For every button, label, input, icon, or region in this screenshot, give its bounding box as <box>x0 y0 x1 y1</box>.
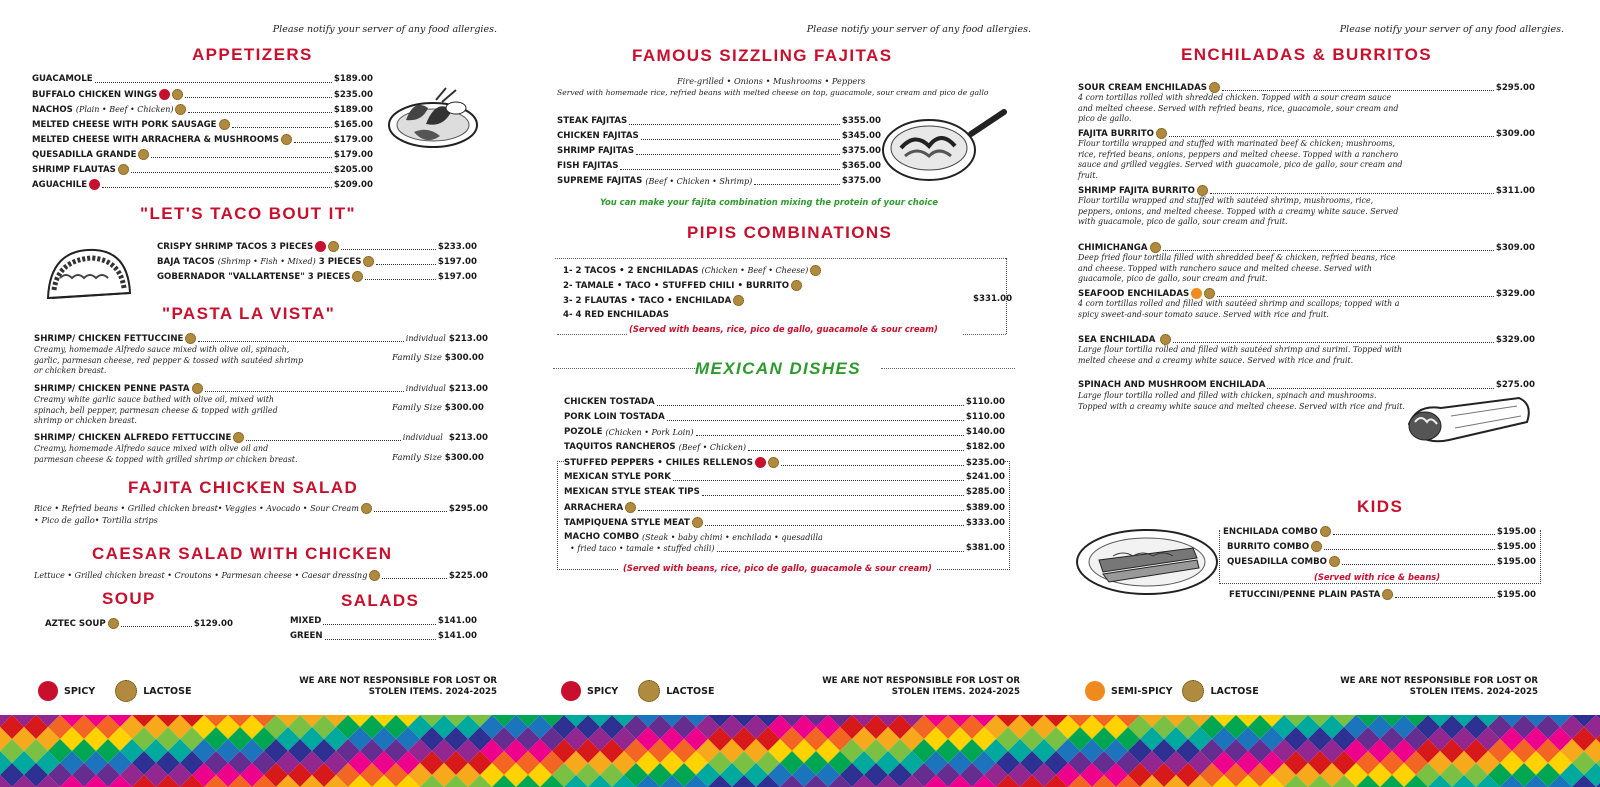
menu-item: CHIMICHANGA $309.00 <box>1078 242 1535 253</box>
menu-item: SHRIMP FAJITAS $375.00 <box>557 146 881 156</box>
menu-item: CRISPY SHRIMP TACOS 3 PIECES $233.00 <box>157 241 477 252</box>
menu-item: SUPREME FAJITAS (Beef • Chicken • Shrimp) $375.00 <box>557 176 881 186</box>
menu-item: MACHO COMBO (Steak • baby chimi • enchilada • quesadilla <box>564 532 823 542</box>
menu-item: AZTEC SOUP $129.00 <box>45 618 233 629</box>
menu-item: SHRIMP FAJITA BURRITO $311.00 <box>1078 185 1535 196</box>
salads-title: SALADS <box>341 591 420 610</box>
menu-item: MEXICAN STYLE PORK $241.00 <box>564 472 1005 482</box>
menu-item: BUFFALO CHICKEN WINGS $235.00 <box>32 89 373 100</box>
menu-item: ARRACHERA $389.00 <box>564 502 1005 513</box>
menu-item: MEXICAN STYLE STEAK TIPS $285.00 <box>564 487 1005 497</box>
enchilada-plate-illustration <box>1073 526 1223 598</box>
menu-item: QUESADILLA COMBO $195.00 <box>1227 556 1536 567</box>
lactose-icon <box>733 295 744 306</box>
menu-item: SOUR CREAM ENCHILADAS $295.00 <box>1078 82 1535 93</box>
pipis-title: PIPIS COMBINATIONS <box>687 223 893 242</box>
chili-pepper-spicy-icon <box>38 681 58 701</box>
menu-item: NACHOS (Plain • Beef • Chicken) $189.00 <box>32 104 373 115</box>
lactose-icon <box>352 271 363 282</box>
lactose-icon <box>363 256 374 267</box>
divider <box>553 368 697 369</box>
item-description: Large flour tortilla rolled and filled with sautéed shrimp and surimi. Topped with melted cheese and a creamy white sauce. Served with rice and fruit. <box>1078 345 1403 365</box>
semi-spicy-icon <box>1191 288 1202 299</box>
item-description: Flour tortilla wrapped and stuffed with sautéed shrimp, mushrooms, rice, peppers, onions, and melted cheese. Topped with a creamy white sauce. Served with guacamole, pico de gallo, sour cream and fruit. <box>1078 196 1399 227</box>
menu-item: SHRIMP/ CHICKEN FETTUCCINE individual $213.00 <box>34 333 488 344</box>
fajitas-title: FAMOUS SIZZLING FAJITAS <box>632 46 893 65</box>
menu-item: TAMPIQUENA STYLE MEAT $333.00 <box>564 517 1005 528</box>
menu-item: SHRIMP FLAUTAS $205.00 <box>32 164 373 175</box>
kids-note: (Served with rice & beans) <box>1311 572 1443 582</box>
lactose-icon <box>1197 185 1208 196</box>
middle-panel <box>533 0 1067 715</box>
lactose-icon <box>192 383 203 394</box>
fajitas-served-with: Served with homemade rice, refried beans with melted cheese on top, guacamole, sour cream and pico de gallo <box>557 88 989 97</box>
menu-item-continued: • fried taco • tamale • stuffed chili) $381.00 <box>570 543 1005 553</box>
caesar-title: CAESAR SALAD WITH CHICKEN <box>92 544 393 563</box>
pipis-note: (Served with beans, rice, pico de gallo, guacamole & sour cream) <box>629 324 938 334</box>
item-description: Creamy white garlic sauce bathed with olive oil, mixed with spinach, bell pepper, parmesan cheese & topped with grilled shrimp or chicken breast. <box>34 395 278 426</box>
divider <box>555 258 1006 259</box>
spicy-icon <box>159 89 170 100</box>
soup-title: SOUP <box>102 589 156 608</box>
lactose-cheese-icon <box>638 680 660 702</box>
item-description: Flour tortilla wrapped and stuffed with marinated beef & chicken; mushrooms, rice, refried beans, onions, peppers and melted cheese. Topped with a ranchero sauce and grilled veggies. Served with guacamole, pico de gallo, sour cream and fruit. <box>1078 139 1403 180</box>
disclaimer: WE ARE NOT RESPONSIBLE FOR LOST OR STOLEN ITEMS. 2024-2025 <box>299 676 497 697</box>
fajitas-subtitle: Fire-grilled • Onions • Mushrooms • Peppers <box>677 76 866 86</box>
lactose-icon <box>1150 242 1161 253</box>
menu-item: AGUACHILE $209.00 <box>32 179 373 190</box>
lactose-icon <box>692 517 703 528</box>
taco-title: "LET'S TACO BOUT IT" <box>140 204 356 223</box>
menu-item: FAJITA BURRITO $309.00 <box>1078 128 1535 139</box>
spicy-icon <box>755 457 766 468</box>
spicy-icon <box>89 179 100 190</box>
taco-illustration <box>40 238 135 308</box>
lactose-icon <box>1156 128 1167 139</box>
wings-illustration <box>386 80 481 155</box>
semi-spicy-icon <box>1085 681 1105 701</box>
lactose-icon <box>1311 541 1322 552</box>
menu-item: TAQUITOS RANCHEROS (Beef • Chicken) $182.00 <box>564 442 1005 452</box>
lactose-cheese-icon <box>115 680 137 702</box>
item-description: Deep fried flour tortilla filled with shredded beef & chicken, refried beans, rice and cheese. Topped with ranchero sauce and melted cheese. Served with guacamole, pico de gallo, sour cream and fruit. <box>1078 253 1396 284</box>
item-description: • Pico de gallo• Tortilla strips <box>34 515 158 525</box>
lactose-icon <box>108 618 119 629</box>
lactose-icon <box>281 134 292 145</box>
lactose-icon <box>361 503 372 514</box>
menu-item: BURRITO COMBO $195.00 <box>1227 541 1536 552</box>
mexican-title: MEXICAN DISHES <box>695 359 862 378</box>
lactose-icon <box>369 570 380 581</box>
fajita-salad-title: FAJITA CHICKEN SALAD <box>128 478 359 497</box>
fajita-skillet-illustration <box>879 104 1009 186</box>
menu-item: FISH FAJITAS $365.00 <box>557 161 881 171</box>
divider <box>963 334 1006 335</box>
lactose-icon <box>118 164 129 175</box>
menu-item: GREEN $141.00 <box>290 631 477 641</box>
menu-item: STEAK FAJITAS $355.00 <box>557 116 881 126</box>
lactose-icon <box>175 104 186 115</box>
lactose-icon <box>810 265 821 276</box>
menu-item: 4- 4 RED ENCHILADAS <box>563 310 669 320</box>
lactose-icon <box>219 119 230 130</box>
menu-item: STUFFED PEPPERS • CHILES RELLENOS $235.00 <box>564 457 1005 468</box>
menu-item: GOBERNADOR "VALLARTENSE" 3 PIECES $197.00 <box>157 271 477 282</box>
lactose-icon <box>172 89 183 100</box>
allergy-note: Please notify your server of any food allergies. <box>272 24 497 35</box>
item-description: Creamy, homemade Alfredo sauce mixed with olive oil, spinach, garlic, parmesan cheese, red pepper & tossed with sautéed shrimp or chicken breast. <box>34 345 304 376</box>
menu-item: ENCHILADA COMBO $195.00 <box>1223 526 1536 537</box>
burrito-illustration <box>1401 394 1535 450</box>
appetizers-title: APPETIZERS <box>192 45 313 64</box>
decorative-pattern-band <box>0 715 1600 787</box>
item-description: 4 corn tortillas rolled and filled with sautéed shrimp and scallops; topped with a spicy sweet-and-sour tomato sauce. Served with rice and fruit. <box>1078 299 1400 319</box>
menu-item: MELTED CHEESE WITH PORK SAUSAGE $165.00 <box>32 119 373 130</box>
lactose-icon <box>1320 526 1331 537</box>
mexican-note: (Served with beans, rice, pico de gallo, guacamole & sour cream) <box>619 563 936 573</box>
menu-item: SHRIMP/ CHICKEN PENNE PASTA individual $213.00 <box>34 383 488 394</box>
lactose-icon <box>1209 82 1220 93</box>
menu-item: CHICKEN FAJITAS $345.00 <box>557 131 881 141</box>
pipis-price: $331.00 <box>973 294 1013 304</box>
pasta-title: "PASTA LA VISTA" <box>162 304 336 323</box>
menu-item: MIXED $141.00 <box>290 616 477 626</box>
lactose-icon <box>625 502 636 513</box>
fajitas-note: You can make your fajita combination mixing the protein of your choice <box>600 197 938 207</box>
menu-item: CHICKEN TOSTADA $110.00 <box>564 397 1005 407</box>
menu-item: MELTED CHEESE WITH ARRACHERA & MUSHROOMS $179.00 <box>32 134 373 145</box>
menu-item: QUESADILLA GRANDE $179.00 <box>32 149 373 160</box>
item-description: 4 corn tortillas rolled with shredded chicken. Topped with a sour cream sauce and melted cheese. Served with refried beans, rice, guacamole, sour cream and pico de gallo. <box>1078 93 1399 124</box>
enchiladas-title: ENCHILADAS & BURRITOS <box>1181 45 1433 64</box>
menu-item: PORK LOIN TOSTADA $110.00 <box>564 412 1005 422</box>
divider <box>881 368 1015 369</box>
menu-item: GUACAMOLE $189.00 <box>32 74 373 84</box>
lactose-icon <box>328 241 339 252</box>
menu-item: Rice • Refried beans • Grilled chicken breast• Veggies • Avocado • Sour Cream $295.00 <box>34 503 488 514</box>
item-description: Creamy, homemade Alfredo sauce mixed with olive oil and parmesan cheese & topped with grilled shrimp or chicken breast. <box>34 444 298 464</box>
lactose-icon <box>1160 334 1171 345</box>
legend: SPICY LACTOSE <box>561 680 714 702</box>
lactose-icon <box>1329 556 1340 567</box>
right-panel <box>1067 0 1600 715</box>
menu-item: SHRIMP/ CHICKEN ALFREDO FETTUCCINE individual $213.00 <box>34 432 488 443</box>
menu-item: SEAFOOD ENCHILADAS $329.00 <box>1078 288 1535 299</box>
chili-pepper-spicy-icon <box>561 681 581 701</box>
spicy-icon <box>315 241 326 252</box>
family-size-price: Family Size $300.00 <box>392 453 484 463</box>
lactose-icon <box>233 432 244 443</box>
lactose-icon <box>185 333 196 344</box>
kids-title: KIDS <box>1357 497 1404 516</box>
family-size-price: Family Size $300.00 <box>392 353 484 363</box>
allergy-note: Please notify your server of any food allergies. <box>806 24 1031 35</box>
menu-item: POZOLE (Chicken • Pork Loin) $140.00 <box>564 427 1005 437</box>
menu-item: 3- 2 FLAUTAS • TACO • ENCHILADA <box>563 295 744 306</box>
lactose-cheese-icon <box>1182 680 1204 702</box>
menu-item: 1- 2 TACOS • 2 ENCHILADAS (Chicken • Beef • Cheese) <box>563 265 821 276</box>
lactose-icon <box>791 280 802 291</box>
item-description: Large flour tortilla rolled and filled with chicken, spinach and mushrooms. Topped with a creamy white sauce and melted cheese. Served with rice and fruit. <box>1078 391 1405 411</box>
menu-item: Lettuce • Grilled chicken breast • Croutons • Parmesan cheese • Caesar dressing $225.00 <box>34 570 488 581</box>
lactose-icon <box>768 457 779 468</box>
disclaimer: WE ARE NOT RESPONSIBLE FOR LOST OR STOLEN ITEMS. 2024-2025 <box>822 676 1020 697</box>
lactose-icon <box>138 149 149 160</box>
menu-item: SPINACH AND MUSHROOM ENCHILADA $275.00 <box>1078 380 1535 390</box>
menu-item: SEA ENCHILADA $329.00 <box>1078 334 1535 345</box>
menu-item: BAJA TACOS (Shrimp • Fish • Mixed) 3 PIECES $197.00 <box>157 256 477 267</box>
left-panel <box>0 0 533 715</box>
lactose-icon <box>1204 288 1215 299</box>
menu-item: 2- TAMALE • TACO • STUFFED CHILI • BURRITO <box>563 280 802 291</box>
allergy-note: Please notify your server of any food allergies. <box>1339 24 1564 35</box>
family-size-price: Family Size $300.00 <box>392 403 484 413</box>
legend: SPICY LACTOSE <box>38 680 191 702</box>
disclaimer: WE ARE NOT RESPONSIBLE FOR LOST OR STOLEN ITEMS. 2024-2025 <box>1340 676 1538 697</box>
lactose-icon <box>1382 589 1393 600</box>
menu-item: FETUCCINI/PENNE PLAIN PASTA $195.00 <box>1229 589 1536 600</box>
divider <box>557 334 627 335</box>
legend: SEMI-SPICY LACTOSE <box>1085 680 1259 702</box>
